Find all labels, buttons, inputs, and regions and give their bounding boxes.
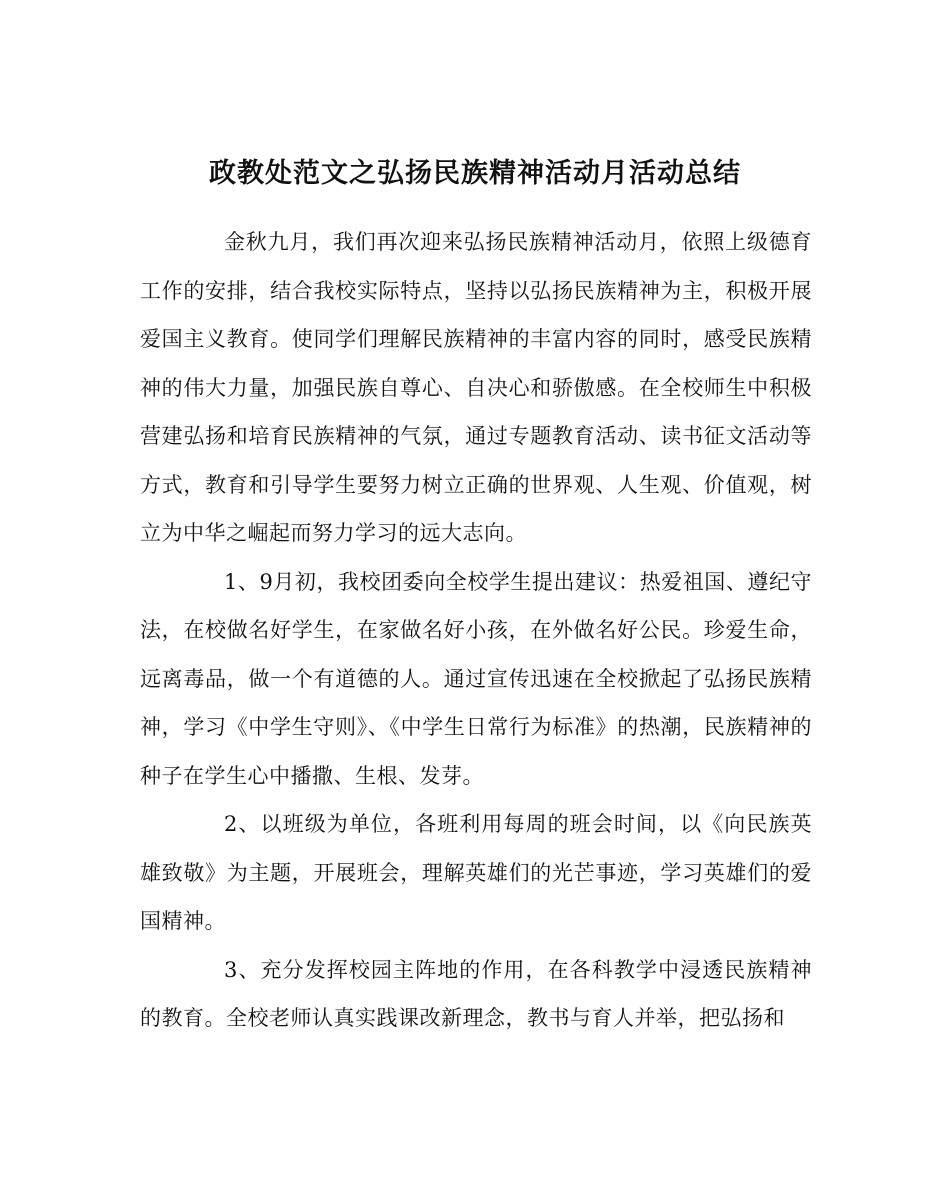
paragraph-item-3: 3、充分发挥校园主阵地的作用，在各科教学中浸透民族精神的教育。全校老师认真实践课改新理念，教书与育人并举，把弘扬和 — [140, 957, 812, 1030]
paragraph-item-1: 1、9月初，我校团委向全校学生提出建议：热爱祖国、遵纪守法，在校做名好学生，在家做名好小孩，在外做名好公民。珍爱生命，远离毒品，做一个有道德的人。通过宣传迅速在全校掀起了弘扬民族精神，学习《中学生守则》、《中学生日常行为标准》的热潮，民族精神的种子在学生心中播撒、生根、发芽。 — [140, 569, 812, 788]
document-title: 政教处范文之弘扬民族精神活动月活动总结 — [209, 158, 741, 190]
document-body — [140, 218, 812, 1043]
paragraph-item-2: 2、以班级为单位，各班利用每周的班会时间，以《向民族英雄致敬》为主题，开展班会，理解英雄们的光芒事迹，学习英雄们的爱国精神。 — [140, 812, 812, 933]
paragraph-intro: 金秋九月，我们再次迎来弘扬民族精神活动月，依照上级德育工作的安排，结合我校实际特点，坚持以弘扬民族精神为主，积极开展爱国主义教育。使同学们理解民族精神的丰富内容的同时，感受民族精神的伟大力量，加强民族自尊心、自决心和骄傲感。在全校师生中积极营建弘扬和培育民族精神的气氛，通过专题教育活动、读书征文活动等方式，教育和引导学生要努力树立正确的世界观、人生观、价值观，树立为中华之崛起而努力学习的远大志向。 — [140, 230, 812, 545]
